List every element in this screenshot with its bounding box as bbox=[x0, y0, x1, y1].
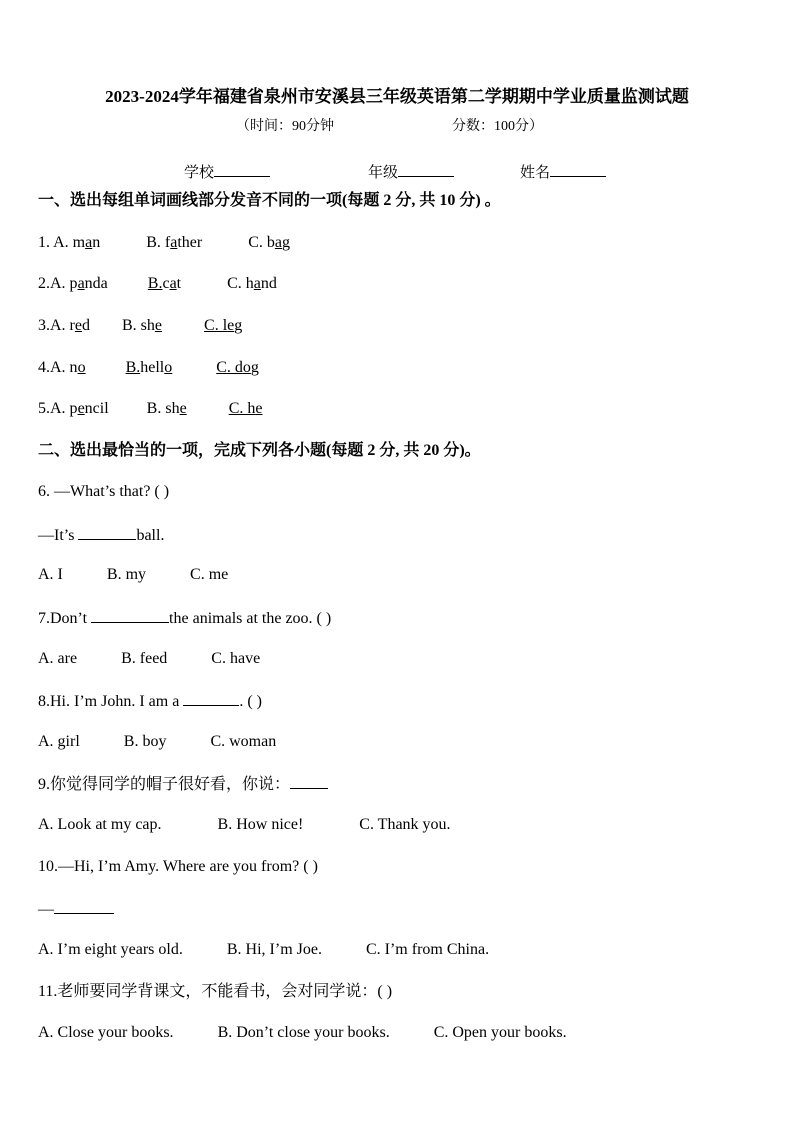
q1-option-c[interactable]: C. bag bbox=[248, 234, 290, 251]
q5-option-b[interactable]: B. she bbox=[146, 400, 187, 417]
exam-title: 2023-2024学年福建省泉州市安溪县三年级英语第二学期期中学业质量监测试题 bbox=[105, 87, 689, 106]
q4-option-b-word: hello bbox=[140, 359, 173, 376]
grade-blank[interactable] bbox=[398, 160, 454, 177]
question-2 bbox=[38, 273, 277, 295]
q8-line: 8.Hi. I’m John. I am a . ( ) bbox=[38, 689, 262, 713]
q2-option-b-word: cat bbox=[162, 275, 182, 292]
q2-option-a[interactable]: 2.A. panda bbox=[38, 275, 108, 292]
q6-options bbox=[38, 564, 228, 586]
q4-option-b[interactable]: B. bbox=[125, 359, 141, 376]
q6-blank[interactable] bbox=[78, 523, 136, 540]
q10-line1: 10.—Hi, I’m Amy. Where are you from? ( ) bbox=[38, 858, 318, 875]
question-4 bbox=[38, 357, 259, 379]
q8-option-b[interactable]: B. boy bbox=[123, 733, 167, 750]
q3-option-a[interactable]: 3.A. red bbox=[38, 317, 90, 334]
q11-line: 11.老师要同学背课文，不能看书，会对同学说：( ) bbox=[38, 983, 393, 1000]
q7-line: 7.Don’t the animals at the zoo. ( ) bbox=[38, 606, 331, 630]
section2-heading: 二、选出最恰当的一项，完成下列各小题(每题 2 分, 共 20 分)。 bbox=[38, 442, 481, 459]
q9-blank[interactable] bbox=[290, 772, 328, 789]
q9-option-c[interactable]: C. Thank you. bbox=[359, 816, 451, 833]
name-field bbox=[520, 160, 606, 183]
q7-option-b[interactable]: B. feed bbox=[121, 650, 168, 667]
q5-option-c-word: e bbox=[255, 400, 263, 417]
grade-field bbox=[368, 160, 454, 183]
q2-option-b[interactable]: B. bbox=[147, 275, 163, 292]
q11-option-a[interactable]: A. Close your books. bbox=[38, 1024, 174, 1041]
section1-heading: 一、选出每组单词画线部分发音不同的一项(每题 2 分, 共 10 分) 。 bbox=[38, 192, 501, 209]
q6-line2: —It’s ball. bbox=[38, 523, 164, 547]
school-field bbox=[184, 160, 270, 183]
q11-option-b[interactable]: B. Don’t close your books. bbox=[217, 1024, 390, 1041]
exam-score: 分数：100分） bbox=[452, 119, 543, 134]
question-5 bbox=[38, 398, 262, 420]
q8-option-a[interactable]: A. girl bbox=[38, 733, 80, 750]
exam-time: （时间：90分钟 bbox=[236, 119, 334, 134]
q10-options bbox=[38, 939, 489, 961]
q3-option-c[interactable]: C. l bbox=[204, 317, 228, 334]
q8-blank[interactable] bbox=[183, 689, 239, 706]
q3-option-c-word: eg bbox=[227, 317, 243, 334]
q7-option-c[interactable]: C. have bbox=[211, 650, 261, 667]
name-label: 姓名 bbox=[520, 165, 551, 181]
q8-option-c[interactable]: C. woman bbox=[210, 733, 277, 750]
name-blank[interactable] bbox=[550, 160, 606, 177]
q8-options bbox=[38, 731, 276, 753]
q7-options bbox=[38, 648, 260, 670]
q2-option-c[interactable]: C. hand bbox=[227, 275, 277, 292]
q10-line2: — bbox=[38, 897, 114, 921]
q6-option-c[interactable]: C. me bbox=[190, 566, 229, 583]
q10-option-b[interactable]: B. Hi, I’m Joe. bbox=[226, 941, 322, 958]
q7-blank[interactable] bbox=[91, 606, 169, 623]
q4-option-c-word: og bbox=[242, 359, 259, 376]
q5-option-a[interactable]: 5.A. pencil bbox=[38, 400, 109, 417]
q11-options bbox=[38, 1022, 567, 1044]
q5-option-c[interactable]: C. h bbox=[228, 400, 256, 417]
q6-option-b[interactable]: B. my bbox=[106, 566, 147, 583]
school-blank[interactable] bbox=[214, 160, 270, 177]
grade-label: 年级 bbox=[368, 165, 399, 181]
q10-option-a[interactable]: A. I’m eight years old. bbox=[38, 941, 183, 958]
q10-blank[interactable] bbox=[54, 897, 114, 914]
q9-option-b[interactable]: B. How nice! bbox=[217, 816, 304, 833]
q9-line: 9.你觉得同学的帽子很好看，你说： bbox=[38, 772, 328, 796]
q9-option-a[interactable]: A. Look at my cap. bbox=[38, 816, 162, 833]
q4-option-c[interactable]: C. d bbox=[216, 359, 243, 376]
q6-line1: 6. —What’s that? ( ) bbox=[38, 483, 170, 500]
q1-option-a[interactable]: 1. A. man bbox=[38, 234, 101, 251]
q1-option-b[interactable]: B. father bbox=[146, 234, 203, 251]
q3-option-b[interactable]: B. she bbox=[122, 317, 163, 334]
q9-options bbox=[38, 814, 451, 836]
q7-option-a[interactable]: A. are bbox=[38, 650, 78, 667]
question-3 bbox=[38, 315, 242, 337]
school-label: 学校 bbox=[184, 165, 215, 181]
q4-option-a[interactable]: 4.A. no bbox=[38, 359, 86, 376]
q6-option-a[interactable]: A. I bbox=[38, 566, 63, 583]
q10-option-c[interactable]: C. I’m from China. bbox=[365, 941, 490, 958]
q11-option-c[interactable]: C. Open your books. bbox=[433, 1024, 567, 1041]
question-1 bbox=[38, 232, 290, 254]
